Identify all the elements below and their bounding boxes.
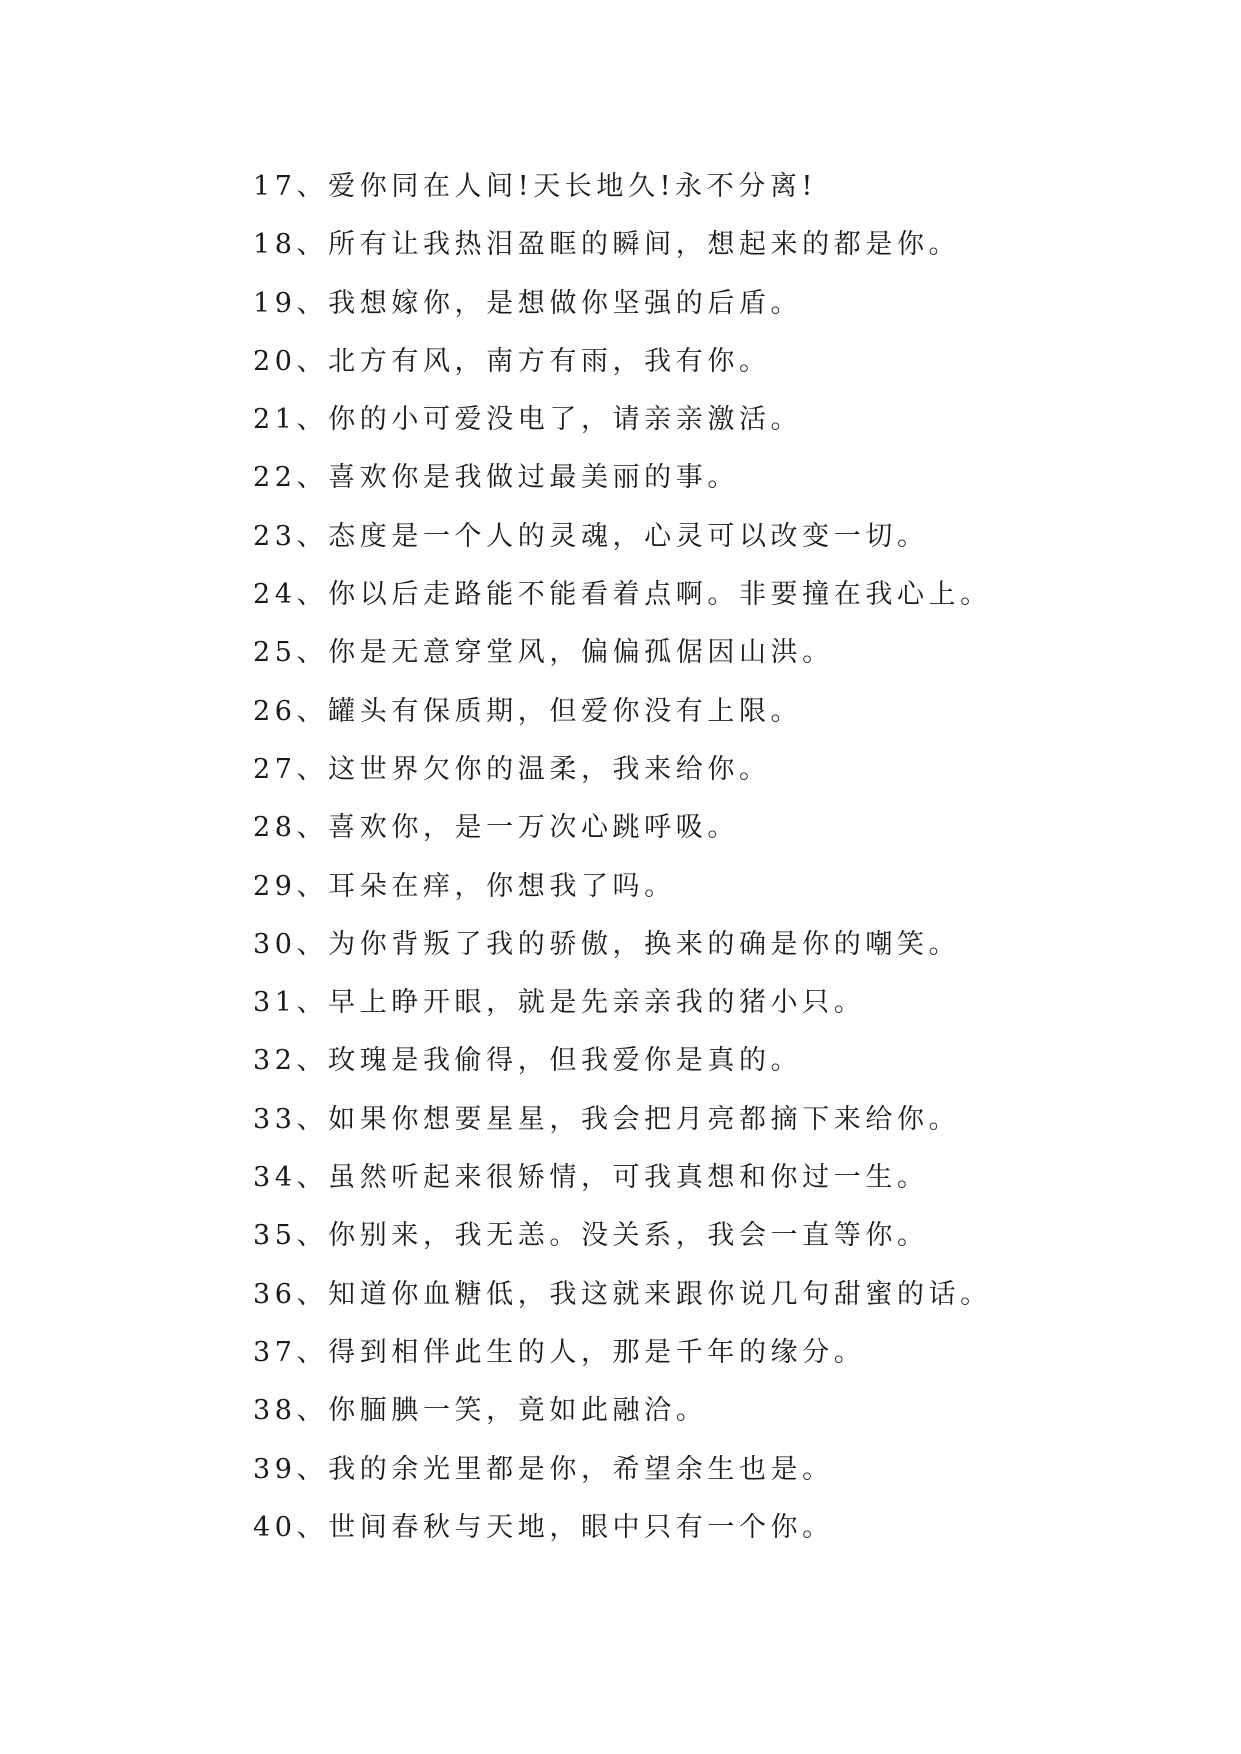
quote-line-38: 38、你腼腆一笑，竟如此融洽。 (253, 1395, 708, 1427)
quote-line-33: 33、如果你想要星星，我会把月亮都摘下来给你。 (253, 1103, 961, 1135)
quote-line-17: 17、爱你同在人间!天长地久!永不分离! (253, 171, 817, 202)
quote-line-19: 19、我想嫁你，是想做你坚强的后盾。 (253, 287, 803, 319)
quote-line-35: 35、你别来，我无恙。没关系，我会一直等你。 (253, 1220, 929, 1252)
quote-line-22: 22、喜欢你是我做过最美丽的事。 (253, 462, 739, 494)
quote-line-25: 25、你是无意穿堂风，偏偏孤倨因山洪。 (253, 637, 834, 669)
quote-list (253, 158, 1213, 1557)
quote-line-20: 20、北方有风，南方有雨，我有你。 (253, 345, 771, 377)
quote-line-36: 36、知道你血糖低，我这就来跟你说几句甜蜜的话。 (253, 1278, 992, 1310)
quote-line-27: 27、这世界欠你的温柔，我来给你。 (253, 753, 771, 785)
quote-line-24: 24、你以后走路能不能看着点啊。非要撞在我心上。 (253, 579, 992, 611)
quote-line-28: 28、喜欢你，是一万次心跳呼吸。 (253, 812, 739, 844)
quote-line-31: 31、早上睁开眼，就是先亲亲我的猪小只。 (253, 987, 866, 1019)
quote-line-30: 30、为你背叛了我的骄傲，换来的确是你的嘲笑。 (253, 928, 961, 960)
quote-line-26: 26、罐头有保质期，但爱你没有上限。 (253, 695, 803, 727)
quote-line-29: 29、耳朵在痒，你想我了吗。 (253, 870, 676, 902)
quote-line-21: 21、你的小可爱没电了，请亲亲激活。 (253, 404, 803, 436)
quote-line-23: 23、态度是一个人的灵魂，心灵可以改变一切。 (253, 520, 929, 552)
quote-line-34: 34、虽然听起来很矫情，可我真想和你过一生。 (253, 1162, 929, 1194)
quote-line-39: 39、我的余光里都是你，希望余生也是。 (253, 1453, 834, 1485)
quote-line-18: 18、所有让我热泪盈眶的瞬间，想起来的都是你。 (253, 229, 961, 261)
quote-line-40: 40、世间春秋与天地，眼中只有一个你。 (253, 1511, 834, 1543)
quote-line-37: 37、得到相伴此生的人，那是千年的缘分。 (253, 1336, 866, 1368)
quote-line-32: 32、玫瑰是我偷得，但我爱你是真的。 (253, 1045, 803, 1077)
